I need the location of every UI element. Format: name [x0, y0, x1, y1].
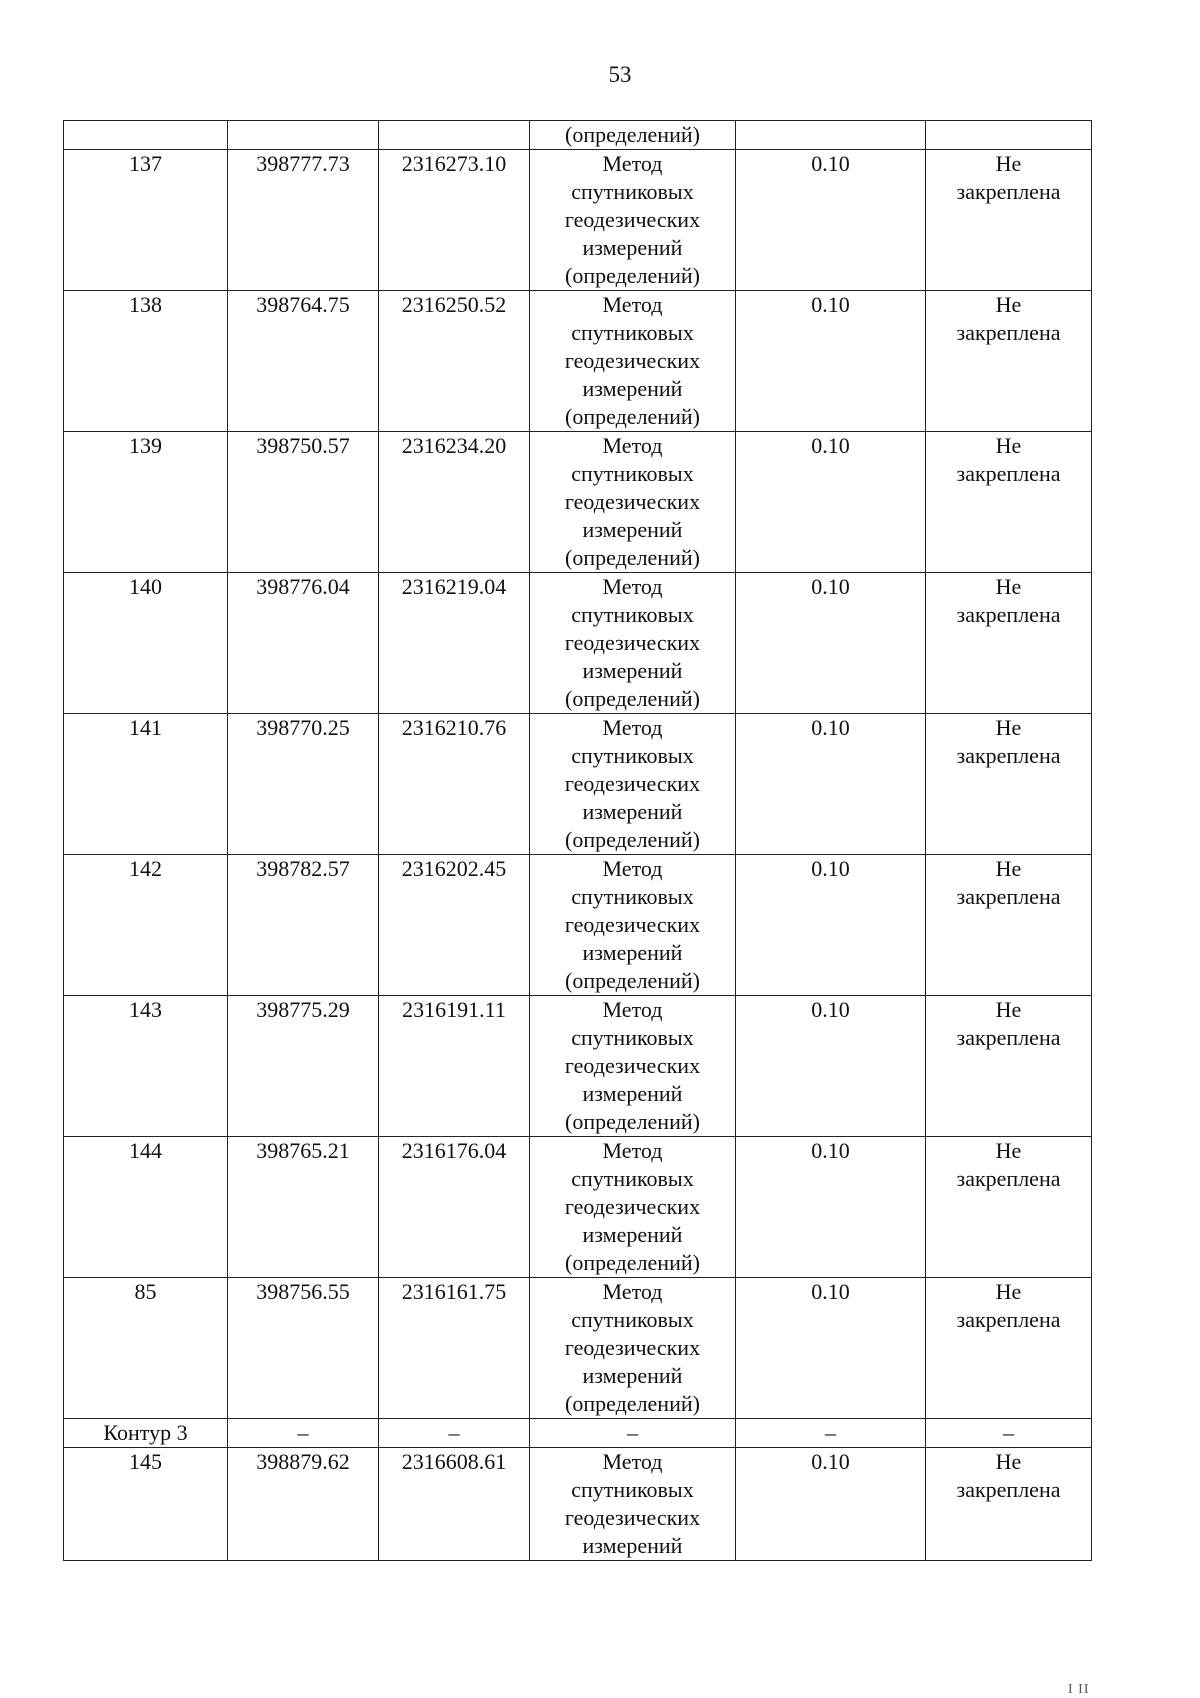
- cell-point: 85: [64, 1278, 228, 1419]
- cell-method-line: спутниковых: [571, 743, 694, 768]
- cell-fixing-line: Не: [995, 997, 1022, 1022]
- table-row: [64, 573, 1092, 714]
- cell-method-line: Метод: [602, 715, 663, 740]
- table-row: [64, 150, 1092, 291]
- cell-fixing: [926, 150, 1092, 291]
- cell-method-line: геодезических: [564, 1335, 701, 1360]
- cell-method-line: геодезических: [564, 912, 701, 937]
- cell-accuracy: 0.10: [736, 432, 926, 573]
- cell-method-line: (определений): [565, 1391, 700, 1416]
- cell-method: (определений): [530, 121, 736, 150]
- cell-method-line: геодезических: [564, 771, 701, 796]
- cell-method: [530, 291, 736, 432]
- continuation-row: [64, 121, 1092, 150]
- cell-y: 2316210.76: [379, 714, 530, 855]
- cell-x: 398770.25: [228, 714, 379, 855]
- cell-x: 398756.55: [228, 1278, 379, 1419]
- cell-method-line: Метод: [602, 1138, 663, 1163]
- cell-method-line: спутниковых: [571, 1307, 694, 1332]
- table-row: [64, 1448, 1092, 1561]
- cell-fixing: [926, 855, 1092, 996]
- cell-method: [530, 1278, 736, 1419]
- cell-point: 138: [64, 291, 228, 432]
- cell-method: [530, 714, 736, 855]
- cell-method-line: (определений): [565, 545, 700, 570]
- cell-fixing-line: закреплена: [956, 461, 1061, 486]
- cell-fixing: [926, 996, 1092, 1137]
- cell-y: 2316234.20: [379, 432, 530, 573]
- cell-method: [530, 432, 736, 573]
- cell-x: [228, 121, 379, 150]
- cell-method-line: измерений: [582, 940, 683, 965]
- cell-fixing-line: Не: [995, 433, 1022, 458]
- cell-fixing-line: закреплена: [956, 884, 1061, 909]
- cell-x: 398765.21: [228, 1137, 379, 1278]
- cell-fixing-line: Не: [995, 1449, 1022, 1474]
- cell-y: 2316219.04: [379, 573, 530, 714]
- cell-method-line: Метод: [602, 292, 663, 317]
- cell-x: 398879.62: [228, 1448, 379, 1561]
- cell-method-line: (определений): [565, 263, 700, 288]
- cell-point: 142: [64, 855, 228, 996]
- cell-y: 2316161.75: [379, 1278, 530, 1419]
- cell-fixing: [926, 432, 1092, 573]
- cell-method-line: измерений: [582, 1363, 683, 1388]
- cell-method-line: Метод: [602, 856, 663, 881]
- cell-y: 2316176.04: [379, 1137, 530, 1278]
- cell-fixing-line: закреплена: [956, 1025, 1061, 1050]
- cell-x: 398750.57: [228, 432, 379, 573]
- cell-accuracy: 0.10: [736, 1137, 926, 1278]
- cell-fixing-line: Не: [995, 151, 1022, 176]
- cell-point: 141: [64, 714, 228, 855]
- cell-method-line: спутниковых: [571, 1166, 694, 1191]
- table-row: [64, 714, 1092, 855]
- cell-y: [379, 121, 530, 150]
- cell-method: [530, 1448, 736, 1561]
- cell-accuracy: 0.10: [736, 714, 926, 855]
- cell-y: 2316608.61: [379, 1448, 530, 1561]
- cell-point: 144: [64, 1137, 228, 1278]
- cell-method-line: измерений: [582, 517, 683, 542]
- cell-method-line: измерений: [582, 376, 683, 401]
- cell-method-line: Метод: [602, 574, 663, 599]
- cell-method-line: геодезических: [564, 630, 701, 655]
- dash-cell: –: [379, 1419, 530, 1448]
- cell-method-line: спутниковых: [571, 179, 694, 204]
- contour-label: Контур 3: [64, 1419, 228, 1448]
- cell-fixing-line: Не: [995, 715, 1022, 740]
- cell-method-line: спутниковых: [571, 1477, 694, 1502]
- cell-method-line: геодезических: [564, 207, 701, 232]
- cell-method-line: Метод: [602, 151, 663, 176]
- cell-fixing-line: закреплена: [956, 743, 1061, 768]
- cell-method-line: (определений): [565, 1109, 700, 1134]
- cell-method: [530, 996, 736, 1137]
- page-number: 53: [608, 62, 632, 87]
- table-row: [64, 432, 1092, 573]
- table-body: [64, 121, 1092, 1561]
- cell-method-line: (определений): [565, 686, 700, 711]
- cell-point: [64, 121, 228, 150]
- cell-method-line: спутниковых: [571, 1025, 694, 1050]
- cell-y: 2316202.45: [379, 855, 530, 996]
- table-row: [64, 291, 1092, 432]
- cell-method-line: измерений: [582, 799, 683, 824]
- cell-fixing-line: Не: [995, 856, 1022, 881]
- cell-method-line: Метод: [602, 1279, 663, 1304]
- cell-fixing-line: Не: [995, 1279, 1022, 1304]
- cell-x: 398777.73: [228, 150, 379, 291]
- cell-accuracy: 0.10: [736, 1278, 926, 1419]
- cell-method-line: измерений: [582, 1081, 683, 1106]
- cell-point: 143: [64, 996, 228, 1137]
- cell-x: 398764.75: [228, 291, 379, 432]
- cell-method-line: спутниковых: [571, 602, 694, 627]
- table-row: [64, 1278, 1092, 1419]
- cell-fixing-line: закреплена: [956, 1166, 1061, 1191]
- cell-fixing-line: закреплена: [956, 602, 1061, 627]
- cell-point: 137: [64, 150, 228, 291]
- cell-fixing-line: закреплена: [956, 1307, 1061, 1332]
- cell-fixing: [926, 1137, 1092, 1278]
- dash-cell: –: [228, 1419, 379, 1448]
- table-row: [64, 996, 1092, 1137]
- cell-fixing-line: закреплена: [956, 179, 1061, 204]
- cell-method-line: геодезических: [564, 348, 701, 373]
- cell-accuracy: 0.10: [736, 855, 926, 996]
- cell-accuracy: 0.10: [736, 291, 926, 432]
- cell-point: 139: [64, 432, 228, 573]
- cell-x: 398776.04: [228, 573, 379, 714]
- cell-method-line: Метод: [602, 1449, 663, 1474]
- cell-y: 2316273.10: [379, 150, 530, 291]
- cell-method-line: спутниковых: [571, 461, 694, 486]
- dash-cell: –: [736, 1419, 926, 1448]
- table-row: [64, 1137, 1092, 1278]
- cell-accuracy: 0.10: [736, 573, 926, 714]
- cell-fixing: [926, 291, 1092, 432]
- cell-point: 140: [64, 573, 228, 714]
- cell-method-line: спутниковых: [571, 884, 694, 909]
- cell-method-line: Метод: [602, 433, 663, 458]
- cell-accuracy: 0.10: [736, 150, 926, 291]
- scan-mark: I II: [1068, 1682, 1090, 1697]
- cell-method-line: измерений: [582, 658, 683, 683]
- cell-method-line: геодезических: [564, 1053, 701, 1078]
- cell-fixing: [926, 121, 1092, 150]
- table-row: [64, 855, 1092, 996]
- cell-point: 145: [64, 1448, 228, 1561]
- cell-method: [530, 1137, 736, 1278]
- cell-method-line: геодезических: [564, 1505, 701, 1530]
- cell-method-line: измерений: [582, 1222, 683, 1247]
- cell-method: [530, 150, 736, 291]
- cell-method-line: геодезических: [564, 489, 701, 514]
- cell-method-line: измерений: [582, 1533, 683, 1558]
- boundary-points-table: [63, 120, 1092, 1561]
- cell-fixing: [926, 714, 1092, 855]
- cell-method: [530, 855, 736, 996]
- cell-x: 398775.29: [228, 996, 379, 1137]
- dash-cell: –: [530, 1419, 736, 1448]
- cell-method: [530, 573, 736, 714]
- cell-y: 2316191.11: [379, 996, 530, 1137]
- cell-x: 398782.57: [228, 855, 379, 996]
- cell-accuracy: 0.10: [736, 996, 926, 1137]
- cell-method-line: геодезических: [564, 1194, 701, 1219]
- cell-method-line: Метод: [602, 997, 663, 1022]
- cell-method-line: (определений): [565, 968, 700, 993]
- dash-cell: –: [926, 1419, 1092, 1448]
- cell-y: 2316250.52: [379, 291, 530, 432]
- cell-fixing-line: Не: [995, 292, 1022, 317]
- cell-method-line: спутниковых: [571, 320, 694, 345]
- cell-fixing: [926, 573, 1092, 714]
- cell-fixing: [926, 1278, 1092, 1419]
- cell-fixing-line: Не: [995, 574, 1022, 599]
- cell-method-line: (определений): [565, 404, 700, 429]
- cell-accuracy: 0.10: [736, 1448, 926, 1561]
- cell-fixing: [926, 1448, 1092, 1561]
- cell-method-line: измерений: [582, 235, 683, 260]
- cell-fixing-line: Не: [995, 1138, 1022, 1163]
- cell-fixing-line: закреплена: [956, 1477, 1061, 1502]
- cell-accuracy: [736, 121, 926, 150]
- cell-fixing-line: закреплена: [956, 320, 1061, 345]
- cell-method-line: (определений): [565, 827, 700, 852]
- contour-row: [64, 1419, 1092, 1448]
- cell-method-line: (определений): [565, 1250, 700, 1275]
